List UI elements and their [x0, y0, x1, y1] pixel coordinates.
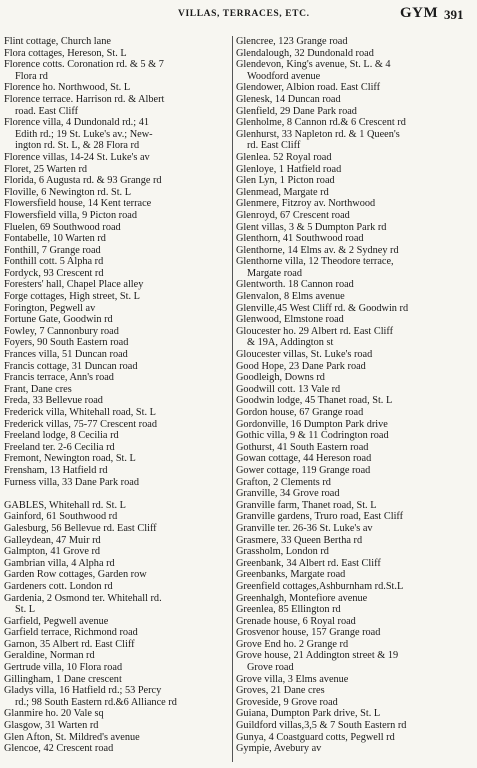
- page-number: 391: [444, 7, 464, 22]
- directory-entry: Frensham, 13 Hatfield rd: [4, 464, 108, 476]
- directory-entry: Glenmead, Margate rd: [236, 186, 329, 198]
- directory-entry: Freda, 33 Bellevue road: [4, 395, 103, 407]
- directory-entry: Glanmire ho. 20 Vale sq: [4, 708, 104, 720]
- directory-entry-continuation: rd.; 98 South Eastern rd.&6 Alliance rd: [15, 696, 177, 708]
- directory-entry-continuation: Flora rd: [15, 70, 48, 82]
- directory-entry: Francis cottage, 31 Duncan road: [4, 360, 138, 372]
- directory-entry: Glenmere, Fitzroy av. Northwood: [236, 198, 376, 210]
- directory-entry: Frances villa, 51 Duncan road: [4, 349, 128, 361]
- directory-entry: Greenhalgh, Montefiore avenue: [236, 592, 368, 604]
- directory-entry-continuation: ington rd. St. L, & 28 Flora rd: [15, 140, 140, 152]
- directory-entry: Gowan cottage, 44 Hereson road: [236, 453, 372, 465]
- directory-entry: Galleydean, 47 Muir rd: [4, 534, 101, 546]
- directory-entry: Frederick villa, Whitehall road, St. L: [4, 407, 156, 418]
- directory-entry: Grenade house, 6 Royal road: [236, 615, 356, 627]
- directory-entry: Gloucester villas, St. Luke's road: [236, 349, 373, 361]
- directory-entry: Glenlea. 52 Royal road: [236, 151, 332, 163]
- directory-entry: Furness villa, 33 Dane Park road: [4, 476, 139, 488]
- directory-entry: Glenthorn, 41 Southwood road: [236, 233, 364, 245]
- directory-entry: Gertrude villa, 10 Flora road: [4, 662, 123, 674]
- directory-entry: Guildford villas,3,5 & 7 South Eastern rd: [236, 720, 407, 732]
- directory-entry: Guiana, Dumpton Park drive, St. L: [236, 708, 381, 720]
- directory-entry-continuation: St. L: [15, 604, 36, 616]
- directory-entry: Garnon, 35 Albert rd. East Cliff: [4, 638, 135, 650]
- directory-entry: Goodwin lodge, 45 Thanet road, St. L: [236, 395, 393, 407]
- directory-entry: GABLES, Whitehall rd. St. L: [4, 499, 126, 511]
- directory-entry: Groveside, 9 Grove road: [236, 696, 338, 708]
- directory-entry: Florida, 6 Augusta rd. & 93 Grange rd: [4, 175, 162, 187]
- directory-entry: Florence cotts. Coronation rd. & 5 & 7: [4, 59, 164, 71]
- directory-entry: Fonthill cott. 5 Alpha rd: [4, 256, 104, 268]
- directory-entry: Garden Row cottages, Garden row: [4, 569, 147, 581]
- directory-entry: Gillingham, 1 Dane crescent: [4, 673, 122, 685]
- directory-entry: Fonthill, 7 Grange road: [4, 244, 101, 256]
- directory-entry-continuation: Edith rd.; 19 St. Luke's av.; New-: [15, 128, 153, 140]
- directory-entry: Grove villa, 3 Elms avenue: [236, 673, 349, 685]
- directory-entry-continuation: Grove road: [247, 662, 294, 674]
- directory-entry: Good Hope, 23 Dane Park road: [236, 360, 366, 372]
- running-key-word: GYM: [400, 5, 439, 21]
- directory-entry: Glen Lyn, 1 Picton road: [236, 175, 335, 187]
- directory-entry: Gower cottage, 119 Grange road: [236, 464, 371, 476]
- directory-entry: Gothurst, 41 South Eastern road: [236, 441, 369, 453]
- directory-entry: Garfield, Pegwell avenue: [4, 615, 109, 627]
- directory-entry: Gunya, 4 Coastguard cotts, Pegwell rd: [236, 731, 395, 743]
- directory-entry: Grosvenor house, 157 Grange road: [236, 627, 381, 639]
- directory-entry: Glen Afton, St. Mildred's avenue: [4, 731, 140, 743]
- directory-entry: Frederick villas, 75-77 Crescent road: [4, 418, 157, 430]
- directory-entry: Glencoe, 42 Crescent road: [4, 743, 114, 755]
- directory-entry: Gympie, Avebury av: [236, 743, 322, 755]
- directory-entry: Granville ter. 26-36 St. Luke's av: [236, 522, 373, 534]
- directory-entry: Flora cottages, Hereson, St. L: [4, 47, 127, 59]
- directory-entry-continuation: rd. East Cliff: [247, 140, 301, 152]
- directory-entry: Galesburg, 56 Bellevue rd. East Cliff: [4, 522, 157, 534]
- directory-entry: Greenfield cottages,Ashburnham rd.St.L: [236, 580, 404, 592]
- directory-entry: Fordyck, 93 Crescent rd: [4, 267, 104, 279]
- directory-entry: Florence villas, 14-24 St. Luke's av: [4, 151, 150, 163]
- directory-entry: Goodleigh, Downs rd: [236, 372, 325, 384]
- directory-entry-continuation: & 19A, Addington st: [247, 337, 334, 349]
- directory-entry-continuation: Margate road: [247, 267, 302, 279]
- directory-entry: Glenesk, 14 Duncan road: [236, 93, 341, 105]
- directory-entry: Freeland lodge, 8 Cecilia rd: [4, 430, 119, 442]
- directory-entry: Florence ho. Northwood, St. L: [4, 82, 131, 94]
- directory-entry: Gladys villa, 16 Hatfield rd.; 53 Percy: [4, 685, 162, 697]
- directory-entry: Flint cottage, Church lane: [4, 36, 111, 47]
- directory-entry: Fortune Gate, Goodwin rd: [4, 314, 113, 326]
- directory-entry: Glencree, 123 Grange road: [236, 36, 348, 47]
- directory-entry: Grasmere, 33 Queen Bertha rd: [236, 534, 363, 546]
- page-header: [0, 0, 477, 26]
- directory-entry: Galmpton, 41 Grove rd: [4, 546, 101, 558]
- directory-entry: Gardenia, 2 Osmond ter. Whitehall rd.: [4, 592, 162, 604]
- directory-entry: Glenthorne, 14 Elms av. & 2 Sydney rd: [236, 244, 399, 256]
- directory-entry: Francis terrace, Ann's road: [4, 372, 114, 384]
- directory-entry: Flowersfield villa, 9 Picton road: [4, 209, 137, 221]
- directory-entry: Grove End ho. 2 Grange rd: [236, 638, 349, 650]
- directory-entry: Frant, Dane cres: [4, 383, 72, 395]
- directory-entry: Geraldine, Norman rd: [4, 650, 95, 662]
- directory-entry: Glasgow, 31 Warten rd: [4, 720, 99, 732]
- directory-entry-continuation: road. East Cliff: [15, 105, 79, 117]
- directory-entry: Foyers, 90 South Eastern road: [4, 337, 129, 349]
- directory-entry: Glent villas, 3 & 5 Dumpton Park rd: [236, 221, 387, 233]
- directory-entry: Freeland ter. 2-6 Cecilia rd: [4, 441, 115, 453]
- right-column: [236, 36, 474, 755]
- directory-entry: Grove house, 21 Addington street & 19: [236, 650, 399, 662]
- directory-entry: Greenlea, 85 Ellington rd: [236, 604, 341, 616]
- directory-entry: Garfield terrace, Richmond road: [4, 627, 138, 639]
- directory-entry: Greenbanks, Margate road: [236, 569, 346, 581]
- directory-entry: Fluelen, 69 Southwood road: [4, 221, 121, 233]
- directory-entry: Fontabelle, 10 Warten rd: [4, 233, 106, 245]
- directory-entry: Glentworth. 18 Cannon road: [236, 279, 354, 291]
- directory-entry: Granville farm, Thanet road, St. L: [236, 499, 377, 511]
- directory-entry: Grafton, 2 Clements rd: [236, 476, 331, 488]
- directory-entry: Groves, 21 Dane cres: [236, 685, 325, 697]
- directory-entry: Gordonville, 16 Dumpton Park drive: [236, 418, 388, 430]
- directory-entry: Goodwill cott. 13 Vale rd: [236, 383, 341, 395]
- directory-entry: Flowersfield house, 14 Kent terrace: [4, 198, 152, 210]
- left-column: [4, 36, 230, 755]
- directory-entry: Fowley, 7 Cannonbury road: [4, 325, 119, 337]
- running-title: VILLAS, TERRACES, ETC.: [178, 9, 310, 19]
- directory-entry: Foresters' hall, Chapel Place alley: [4, 279, 144, 291]
- directory-entry-continuation: Woodford avenue: [247, 70, 321, 82]
- directory-entry: Gardeners cott. London rd: [4, 580, 113, 592]
- directory-entry: Glendevon, King's avenue, St. L. & 4: [236, 59, 391, 71]
- directory-entry: Glenfield, 29 Dane Park road: [236, 105, 357, 117]
- directory-entry: Glenroyd, 67 Crescent road: [236, 209, 350, 221]
- directory-entry: Glendalough, 32 Dundonald road: [236, 47, 374, 59]
- directory-entry: Gloucester ho. 29 Albert rd. East Cliff: [236, 325, 394, 337]
- directory-entry: Gordon house, 67 Grange road: [236, 407, 364, 418]
- directory-entry: Glenville,45 West Cliff rd. & Goodwin rd: [236, 302, 409, 314]
- directory-entry: Gambrian villa, 4 Alpha rd: [4, 557, 115, 569]
- directory-entry: Glenhurst, 33 Napleton rd. & 1 Queen's: [236, 128, 400, 140]
- directory-entry: Granville gardens, Truro road, East Cliff: [236, 511, 404, 523]
- directory-entry: Glendower, Albion road. East Cliff: [236, 82, 381, 94]
- directory-entry: Glenwood, Elmstone road: [236, 314, 344, 326]
- directory-entry: Florence villa, 4 Dundonald rd.; 41: [4, 117, 149, 129]
- directory-entry: Floret, 25 Warten rd: [4, 163, 88, 175]
- directory-entry: Glenloye, 1 Hatfield road: [236, 163, 342, 175]
- column-divider: [232, 36, 233, 762]
- directory-entry: Florence terrace. Harrison rd. & Albert: [4, 93, 165, 105]
- directory-entry: Glenvalon, 8 Elms avenue: [236, 291, 345, 303]
- section-break: [4, 488, 230, 500]
- directory-entry: Glenthorne villa, 12 Theodore terrace,: [236, 256, 394, 268]
- directory-entry: Gothic villa, 9 & 11 Codrington road: [236, 430, 389, 442]
- directory-entry: Grassholm, London rd: [236, 546, 329, 558]
- directory-entry: Glenholme, 8 Cannon rd.& 6 Crescent rd: [236, 117, 406, 129]
- directory-entry: Forington, Pegwell av: [4, 302, 96, 314]
- directory-entry: Fremont, Newington road, St. L: [4, 453, 136, 465]
- directory-entry: Gainford, 61 Southwood rd: [4, 511, 118, 523]
- directory-entry: Granville, 34 Grove road: [236, 488, 340, 500]
- directory-entry: Floville, 6 Newington rd. St. L: [4, 186, 131, 198]
- directory-entry: Forge cottages, High street, St. L: [4, 291, 140, 303]
- directory-entry: Greenbank, 34 Albert rd. East Cliff: [236, 557, 381, 569]
